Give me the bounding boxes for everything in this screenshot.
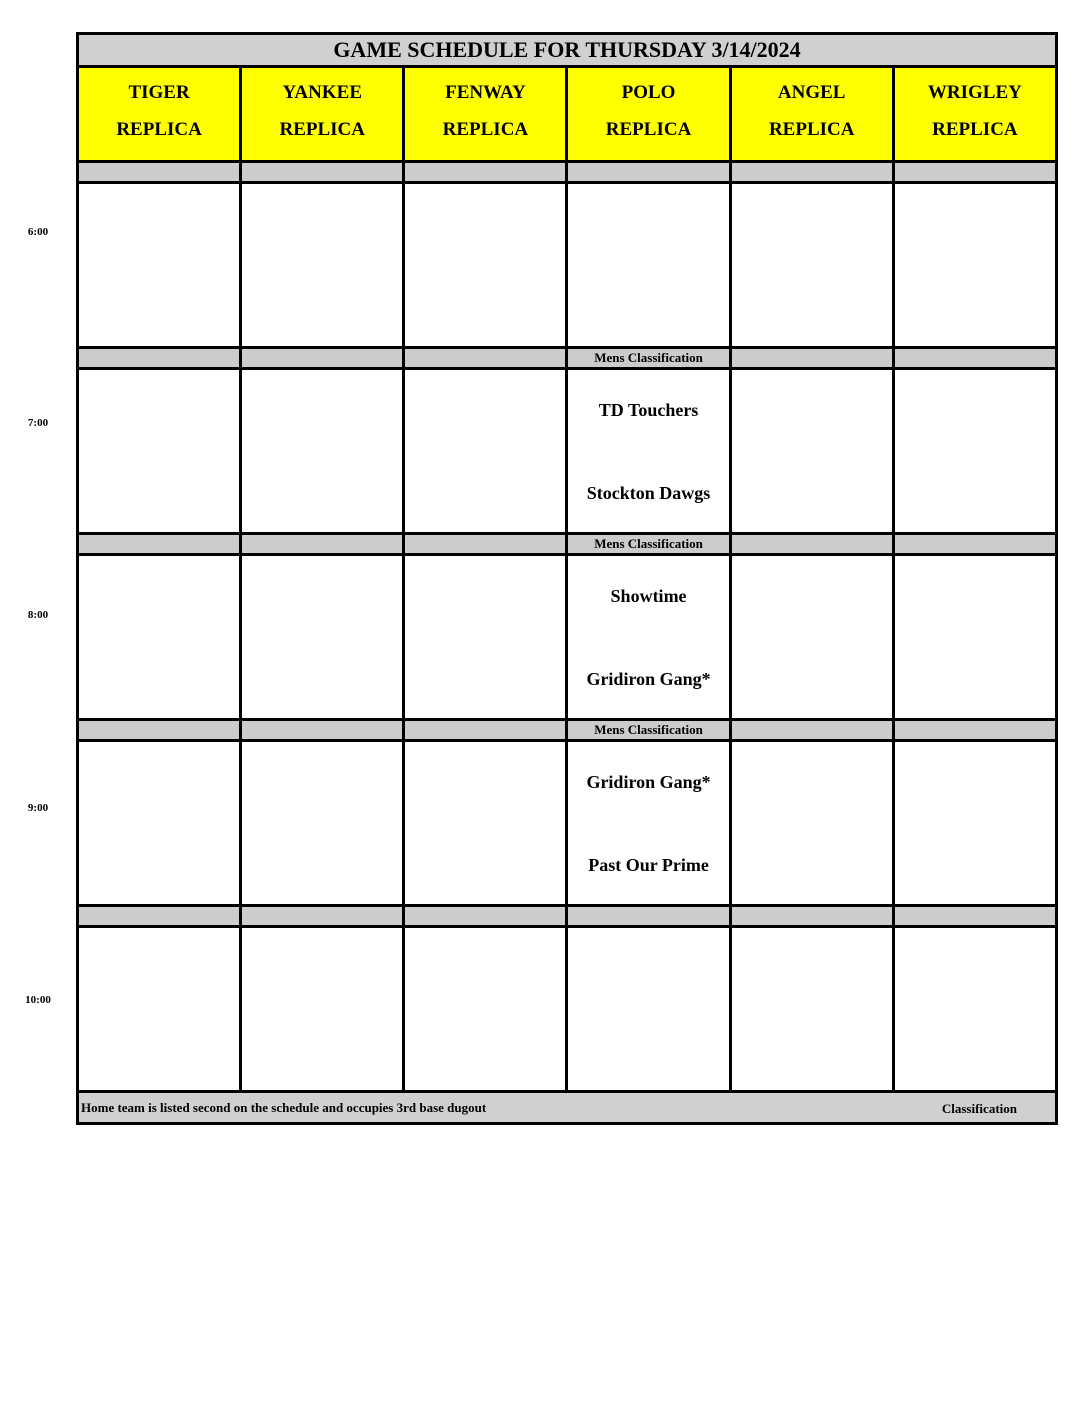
game-cell-7-polo xyxy=(567,369,730,534)
away-team: Showtime xyxy=(610,586,687,606)
classification-cell-8: Mens Classification xyxy=(567,534,730,555)
field-header-yankee: YANKEE REPLICA xyxy=(241,67,404,162)
footer-cell xyxy=(78,1092,1057,1124)
classification-row-10 xyxy=(78,906,1057,927)
home-team: Gridiron Gang* xyxy=(586,669,711,689)
field-header-fenway: FENWAY REPLICA xyxy=(404,67,567,162)
away-team: Gridiron Gang* xyxy=(586,772,711,792)
classification-cell-9: Mens Classification xyxy=(567,720,730,741)
time-label-8: 8:00 xyxy=(27,609,49,621)
game-row-6 xyxy=(78,183,1057,348)
game-row-9 xyxy=(78,741,1057,906)
footer-row xyxy=(78,1092,1057,1124)
classification-cell-10 xyxy=(567,906,730,927)
field-header-row xyxy=(78,67,1057,162)
field-header-wrigley: WRIGLEY REPLICA xyxy=(893,67,1056,162)
classification-row-6 xyxy=(78,162,1057,183)
time-label-7: 7:00 xyxy=(27,417,49,429)
classification-row-9 xyxy=(78,720,1057,741)
home-team: Past Our Prime xyxy=(588,855,709,875)
game-row-10 xyxy=(78,927,1057,1092)
game-cell-6-polo xyxy=(567,183,730,348)
time-label-9: 9:00 xyxy=(27,802,49,814)
field-header-angel: ANGEL REPLICA xyxy=(730,67,893,162)
away-team: TD Touchers xyxy=(598,400,699,420)
game-cell-10-polo xyxy=(567,927,730,1092)
title-row xyxy=(78,34,1057,67)
time-label-6: 6:00 xyxy=(27,226,49,238)
game-row-8 xyxy=(78,555,1057,720)
page-title: GAME SCHEDULE FOR THURSDAY 3/14/2024 xyxy=(78,34,1057,67)
home-team: Stockton Dawgs xyxy=(586,483,711,503)
time-label-10: 10:00 xyxy=(25,994,51,1006)
footer-note: Home team is listed second on the schedule and occupies 3rd base dugout xyxy=(81,1099,487,1115)
field-header-tiger: TIGER REPLICA xyxy=(78,67,241,162)
footer-classification-label: Classification xyxy=(941,1101,1017,1116)
classification-row-8 xyxy=(78,534,1057,555)
classification-row-7 xyxy=(78,348,1057,369)
classification-cell-7: Mens Classification xyxy=(567,348,730,369)
game-cell-8-polo xyxy=(567,555,730,720)
field-header-polo: POLO REPLICA xyxy=(567,67,730,162)
classification-cell-6 xyxy=(567,162,730,183)
time-column xyxy=(0,0,76,1408)
game-row-7 xyxy=(78,369,1057,534)
game-cell-9-polo xyxy=(567,741,730,906)
schedule-table xyxy=(76,32,1058,1125)
